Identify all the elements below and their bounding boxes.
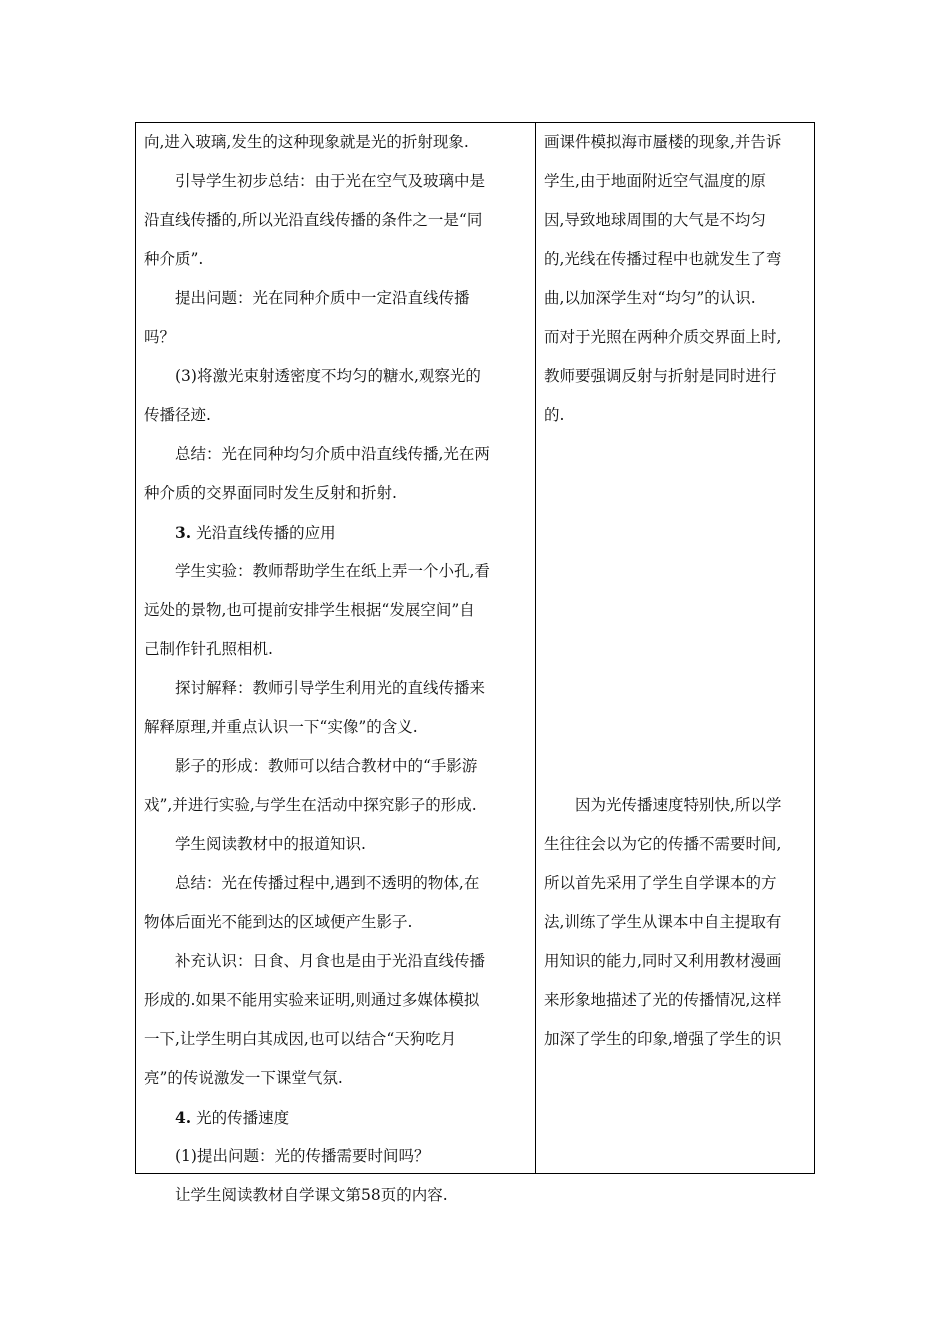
text-line: 种介质的交界面同时发生反射和折射. [144, 484, 397, 502]
text-line: 向,进入玻璃,发生的这种现象就是光的折射现象. [144, 133, 469, 151]
note-line: 因,导致地球周围的大气是不均匀 [544, 211, 766, 229]
note-line: 画课件模拟海市蜃楼的现象,并告诉 [544, 133, 782, 151]
notes-block-mirage [544, 123, 810, 435]
text-line: (1)提出问题：光的传播需要时间吗？ [175, 1147, 430, 1165]
note-line: 的. [544, 406, 565, 424]
text-line: 沿直线传播的,所以光沿直线传播的条件之一是“同 [144, 211, 483, 229]
text-line: 影子的形成：教师可以结合教材中的“手影游 [175, 757, 478, 775]
text-line: 戏”,并进行实验,与学生在活动中探究影子的形成. [144, 796, 477, 814]
text-line: 让学生阅读教材自学课文第58页的内容. [175, 1186, 448, 1204]
text-line: 解释原理,并重点认识一下“实像”的含义. [144, 718, 418, 736]
notes-gap [544, 435, 810, 786]
section-number: 4. [175, 1108, 192, 1127]
note-line: 法,训练了学生从课本中自主提取有 [544, 913, 782, 931]
note-line: 用知识的能力,同时又利用教材漫画 [544, 952, 782, 970]
text-line: 种介质”. [144, 250, 204, 268]
text-line: 形成的.如果不能用实验来证明,则通过多媒体模拟 [144, 991, 480, 1009]
design-notes-column [544, 123, 810, 1059]
note-line: 学生,由于地面附近空气温度的原 [544, 172, 766, 190]
section-heading-text: 光沿直线传播的应用 [191, 524, 336, 542]
column-divider [535, 123, 536, 1173]
section-number: 3. [175, 523, 192, 542]
note-line: 的,光线在传播过程中也就发生了弯 [544, 250, 782, 268]
section-heading [144, 513, 529, 552]
note-line: 曲,以加深学生对“均匀”的认识. [544, 289, 756, 307]
text-line: 吗？ [144, 328, 176, 346]
lesson-plan-table [135, 122, 815, 1204]
text-line: 探讨解释：教师引导学生利用光的直线传播来 [175, 679, 486, 697]
text-line: 总结：光在传播过程中,遇到不透明的物体,在 [175, 874, 480, 892]
note-line: 来形象地描述了光的传播情况,这样 [544, 991, 782, 1009]
text-line: 己制作针孔照相机. [144, 640, 273, 658]
notes-block-light-speed [544, 786, 810, 1059]
text-line: 引导学生初步总结：由于光在空气及玻璃中是 [175, 172, 486, 190]
note-line: 生往往会以为它的传播不需要时间, [544, 835, 782, 853]
section-heading [144, 1098, 529, 1137]
section-heading-text: 光的传播速度 [191, 1109, 290, 1127]
text-line: 物体后面光不能到达的区域便产生影子. [144, 913, 413, 931]
text-line: 传播径迹. [144, 406, 211, 424]
note-line: 加深了学生的印象,增强了学生的识 [544, 1030, 782, 1048]
note-line: 教师要强调反射与折射是同时进行 [544, 367, 777, 385]
teaching-process-column [144, 123, 529, 1215]
text-line: 提出问题：光在同种介质中一定沿直线传播 [175, 289, 470, 307]
text-line: 亮”的传说激发一下课堂气氛. [144, 1069, 343, 1087]
text-line: 补充认识：日食、月食也是由于光沿直线传播 [175, 952, 486, 970]
note-line: 而对于光照在两种介质交界面上时, [544, 328, 782, 346]
text-line: 远处的景物,也可提前安排学生根据“发展空间”自 [144, 601, 475, 619]
text-line: 总结：光在同种均匀介质中沿直线传播,光在两 [175, 445, 490, 463]
text-line: 学生阅读教材中的报道知识. [175, 835, 366, 853]
note-line: 所以首先采用了学生自学课本的方 [544, 874, 777, 892]
note-line: 因为光传播速度特别快,所以学 [575, 796, 782, 814]
text-line: 学生实验：教师帮助学生在纸上弄一个小孔,看 [175, 562, 490, 580]
text-line: 一下,让学生明白其成因,也可以结合“天狗吃月 [144, 1030, 457, 1048]
text-line: (3)将激光束射透密度不均匀的糖水,观察光的 [175, 367, 481, 385]
